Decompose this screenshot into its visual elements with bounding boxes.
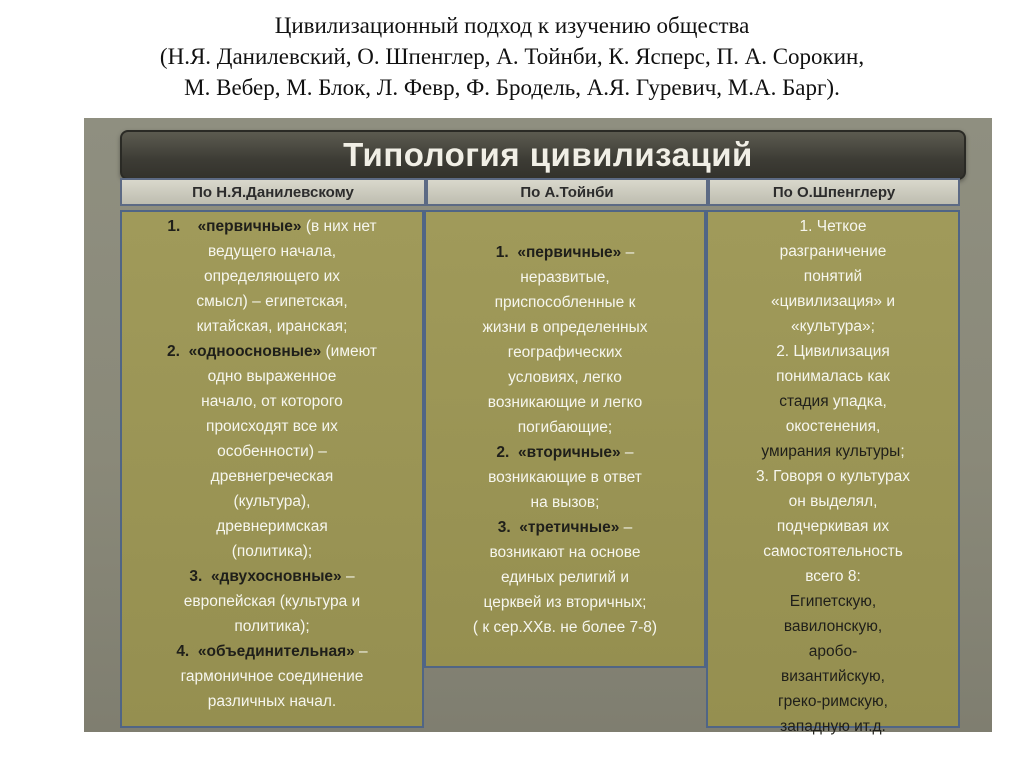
text-line: единых религий и	[500, 569, 630, 586]
slide-banner	[120, 130, 966, 180]
text-line: на вызов;	[530, 494, 600, 511]
text-line: китайская, иранская;	[196, 318, 348, 335]
title-line-3: М. Вебер, М. Блок, Л. Февр, Ф. Бродель, А.Я. Гуревич, М.А. Барг).	[184, 75, 840, 100]
text-line: (политика);	[231, 543, 313, 560]
slide-image	[84, 118, 992, 735]
list-item: 1. «первичные» –	[495, 244, 635, 261]
text-line: окостенения,	[785, 418, 881, 435]
text-line: происходят все их	[206, 418, 338, 435]
text-line: умирания культуры;	[761, 443, 905, 460]
page-title	[0, 10, 1024, 103]
text-line: географических	[507, 344, 623, 361]
text-line: возникающие и легко	[487, 394, 643, 411]
title-line-1: Цивилизационный подход к изучению общества	[274, 13, 750, 38]
list-item: 3. «двухосновные» –	[189, 568, 355, 585]
list-item: 4. «объединительная» –	[176, 643, 368, 660]
slide-title: Типология цивилизаций	[343, 136, 753, 173]
text-line: ( к сер.XXв. не более 7-8)	[472, 619, 658, 636]
text-line: приспособленные к	[494, 294, 636, 311]
column-danilevsky	[120, 210, 424, 728]
text-line: церквей из вторичных;	[483, 594, 647, 611]
text-line: неразвитые,	[520, 269, 610, 286]
text-line: особенности) –	[217, 443, 327, 460]
text-line: византийскую,	[781, 668, 885, 685]
text-line: подчеркивая их	[776, 518, 890, 535]
column-toynbee	[424, 210, 706, 668]
text-line: европейская (культура и	[183, 593, 361, 610]
text-line: стадия упадка,	[779, 393, 887, 410]
text-line: вавилонскую,	[783, 618, 883, 635]
header-spengler: По О.Шпенглеру	[708, 178, 960, 206]
text-line: понятий	[803, 268, 863, 285]
text-line: жизни в определенных	[482, 319, 648, 336]
list-item: 2. «вторичные» –	[496, 444, 634, 461]
text-line: он выделял,	[788, 493, 878, 510]
text-line: начало, от которого	[201, 393, 343, 410]
title-line-2: (Н.Я. Данилевский, О. Шпенглер, А. Тойнби, К. Ясперс, П. А. Сорокин,	[159, 44, 865, 69]
text-line: древнегреческая	[210, 468, 334, 485]
text-line: различных начал.	[207, 693, 337, 710]
text-line: одно выраженное	[207, 368, 337, 385]
text-line: смысл) – египетская,	[196, 293, 348, 310]
header-toynbee: По А.Тойнби	[426, 178, 708, 206]
text-line: самостоятельность	[763, 543, 903, 560]
text-line: (культура),	[233, 493, 311, 510]
text-line: условиях, легко	[508, 369, 622, 386]
column-spengler	[706, 210, 960, 735]
text-line: ведущего начала,	[207, 243, 337, 260]
list-item: 1. «первичные» (в них нет	[167, 218, 377, 235]
text-line: определяющего их	[204, 268, 340, 285]
text-line: 1. Четкое	[799, 218, 867, 235]
text-line: гармоничное соединение	[180, 668, 364, 685]
list-item: 2. «одноосновные» (имеют	[167, 343, 377, 360]
text-line: 3. Говоря о культурах	[755, 468, 911, 485]
text-line: аробо-	[808, 643, 858, 660]
text-line: западную ит.д.	[780, 718, 886, 735]
column-headers	[120, 178, 960, 206]
text-line: возникающие в ответ	[488, 469, 642, 486]
text-line: возникают на основе	[489, 544, 641, 561]
text-line: погибающие;	[517, 419, 613, 436]
text-line: 2. Цивилизация	[776, 343, 890, 360]
text-line: всего 8:	[805, 568, 861, 585]
text-line: понималась как	[776, 368, 890, 385]
text-line: разграничение	[779, 243, 887, 260]
header-danilevsky: По Н.Я.Данилевскому	[120, 178, 426, 206]
text-line: «цивилизация» и	[771, 293, 895, 310]
text-line: политика);	[234, 618, 310, 635]
text-line: древнеримская	[216, 518, 328, 535]
text-line: греко-римскую,	[778, 693, 888, 710]
text-line: Египетскую,	[789, 593, 877, 610]
text-line: «культура»;	[791, 318, 875, 335]
list-item: 3. «третичные» –	[497, 519, 633, 536]
